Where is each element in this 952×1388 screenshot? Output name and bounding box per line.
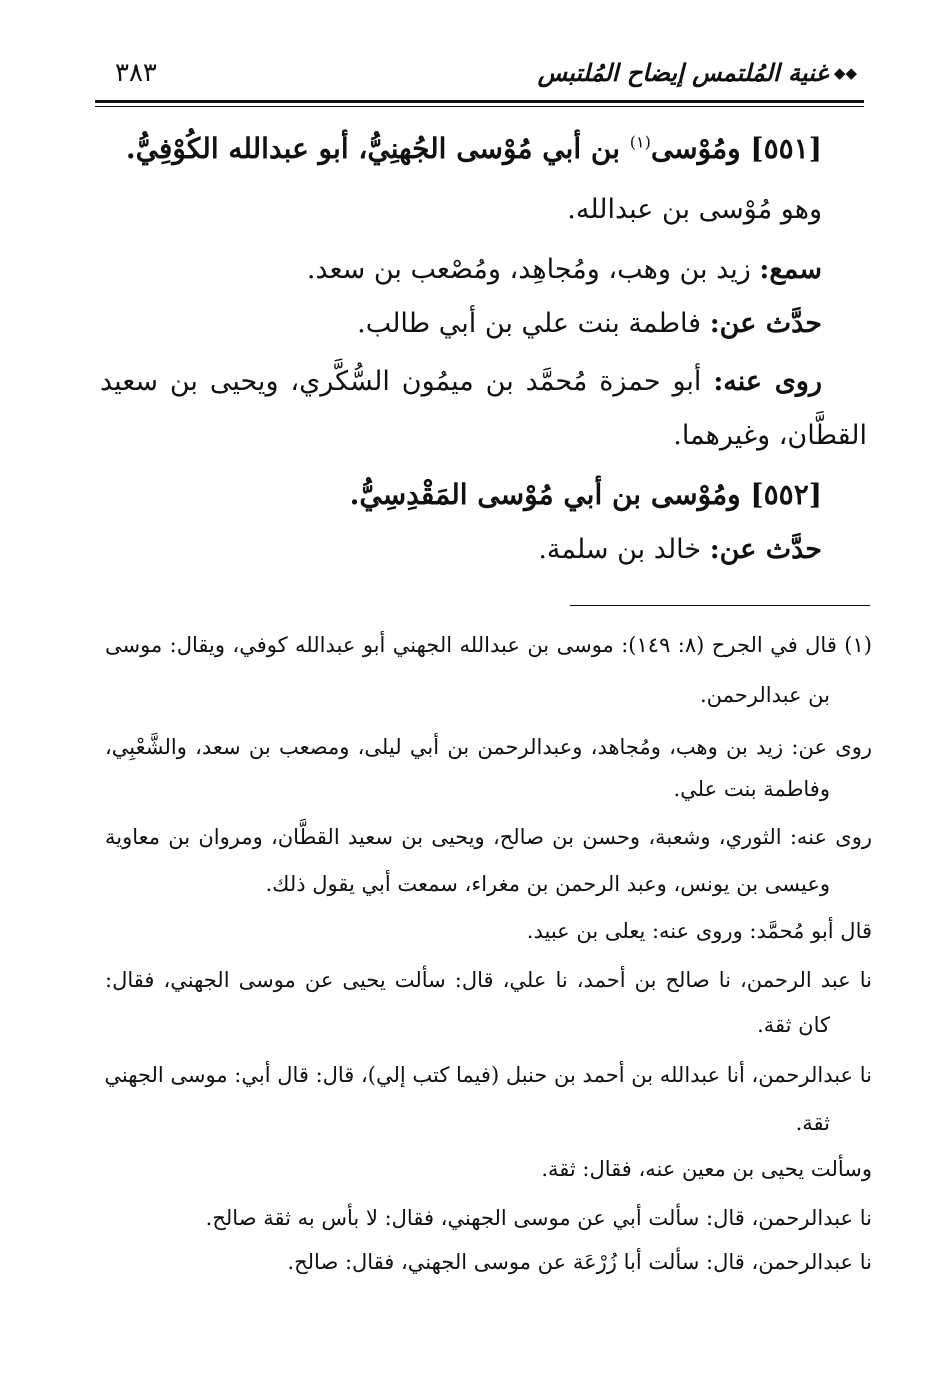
- footnote-separator: [570, 605, 870, 606]
- entry-name: ومُوْسى بن أبي مُوْسى المَقْدِسِيُّ.: [349, 478, 741, 511]
- footnote-line: (١) قال في الجرح (٨: ١٤٩): موسى بن عبدالله الجهني أبو عبدالله كوفي، ويقال: موسى: [105, 633, 872, 657]
- footnote-line: ثقة.: [795, 1111, 830, 1135]
- entry-551-heading: [126, 132, 822, 165]
- entry-name-part2: بن أبي مُوْسى الجُهنِيُّ، أبو عبدالله الكُوْفِيُّ.: [125, 132, 620, 165]
- footnote-line: نا عبدالرحمن، قال: سألت أبي عن موسى الجهني، فقال: لا بأس به ثقة صالح.: [205, 1206, 872, 1230]
- rawa-label: روى عنه:: [713, 366, 822, 397]
- book-title: [538, 58, 857, 87]
- rawa-text: أبو حمزة مُحمَّد بن ميمُون السُّكَّري، ويحيى بن سعيد: [100, 366, 702, 397]
- footnote-line: روى عن: زيد بن وهب، ومُجاهد، وعبدالرحمن بن أبي ليلى، ومصعب بن سعد، والشَّعْبِي،: [105, 735, 872, 759]
- header-rule-thick: [95, 100, 864, 103]
- footnote-line: نا عبد الرحمن، نا صالح بن أحمد، نا علي، قال: سألت يحيى عن موسى الجهني، فقال:: [105, 968, 872, 992]
- rawa-continuation: القطَّان، وغيرهما.: [673, 420, 867, 451]
- footnote-line: كان ثقة.: [757, 1013, 830, 1037]
- haddatha-label: حدَّث عن:: [709, 534, 822, 565]
- footnote-line: نا عبدالرحمن، قال: سألت أبا زُرْعَة عن موسى الجهني، فقال: صالح.: [287, 1250, 872, 1274]
- diamond-ornament-icon: ◆◆: [833, 64, 857, 82]
- footnote-line: وفاطمة بنت علي.: [673, 777, 830, 801]
- footnote-line: روى عنه: الثوري، وشعبة، وحسن بن صالح، ويحيى بن سعيد القطَّان، ومروان بن معاوية: [105, 825, 872, 849]
- haddatha-line-1: [357, 308, 822, 339]
- entry-number: [٥٥١]: [750, 132, 822, 165]
- samia-line: [307, 254, 822, 285]
- footnote-line: بن عبدالرحمن.: [700, 683, 830, 707]
- footnote-line: وعيسى بن يونس، وعبد الرحمن بن مغراء، سمعت أبي يقول ذلك.: [265, 872, 830, 896]
- running-header: [95, 58, 857, 98]
- footnote-marker: (١): [629, 132, 651, 152]
- header-rule-thin: [95, 106, 864, 107]
- footnote-line: قال أبو مُحمَّد: وروى عنه: يعلى بن عبيد.: [526, 919, 872, 943]
- alias-line: وهو مُوْسى بن عبدالله.: [567, 194, 822, 225]
- entry-name-part1: ومُوْسى: [650, 132, 741, 165]
- rawa-line: [100, 366, 822, 397]
- samia-label: سمع:: [759, 254, 822, 285]
- footnote-line: نا عبدالرحمن، أنا عبدالله بن أحمد بن حنبل (فيما كتب إلي)، قال: قال أبي: موسى الجهني: [104, 1063, 872, 1087]
- entry-552-heading: [350, 478, 822, 511]
- haddatha-text: خالد بن سلمة.: [538, 534, 702, 565]
- footnote-line: وسألت يحيى بن معين عنه، فقال: ثقة.: [541, 1157, 872, 1181]
- samia-text: زيد بن وهب، ومُجاهِد، ومُصْعب بن سعد.: [306, 254, 751, 285]
- haddatha-label: حدَّث عن:: [709, 308, 822, 339]
- haddatha-text: فاطمة بنت علي بن أبي طالب.: [357, 308, 702, 339]
- haddatha-line-2: [538, 534, 822, 565]
- book-title-text: غنية المُلتمس إيضاح المُلتبس: [537, 58, 828, 87]
- entry-number: [٥٥٢]: [750, 478, 822, 511]
- page-number: ٣٨٣: [115, 58, 157, 88]
